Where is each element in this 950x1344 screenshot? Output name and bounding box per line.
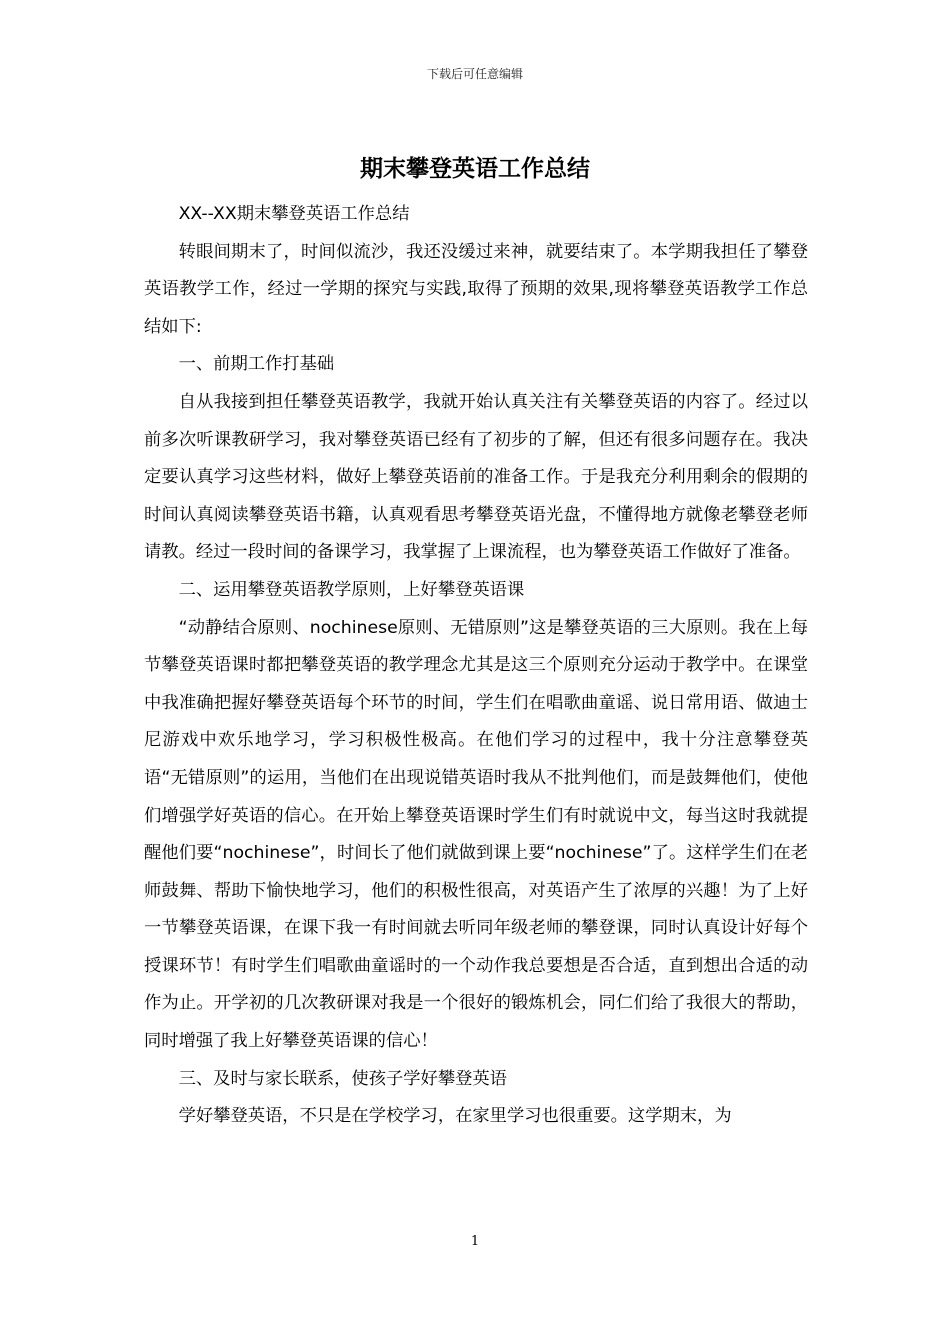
page-header-note: 下载后可任意编辑 <box>426 67 523 81</box>
document-body <box>144 196 808 1136</box>
section-3-paragraph: 学好攀登英语，不只是在学校学习，在家里学习也很重要。这学期末，为 <box>178 1106 732 1127</box>
section-1-paragraph: 自从我接到担任攀登英语教学，我就开始认真关注有关攀登英语的内容了。经过以前多次听课教研学习，我对攀登英语已经有了初步的了解，但还有很多问题存在。我决定要认真学习这些材料，做好上攀登英语前的准备工作。于是我充分利用剩余的假期的时间认真阅读攀登英语书籍，认真观看思考攀登英语光盘，不懂得地方就像老攀登老师请教。经过一段时间的备课学习，我掌握了上课流程，也为攀登英语工作做好了准备。 <box>144 391 808 563</box>
subtitle-paragraph: XX--XX期末攀登英语工作总结 <box>178 204 410 224</box>
document-title: 期末攀登英语工作总结 <box>360 156 590 182</box>
section-2-paragraph: “动静结合原则、nochinese原则、无错原则”这是攀登英语的三大原则。我在上每节攀登英语课时都把攀登英语的教学理念尤其是这三个原则充分运动于教学中。在课堂中我准确把握好攀登英语每个环节的时间，学生们在唱歌曲童谣、说日常用语、做迪士尼游戏中欢乐地学习，学习积极性极高。在他们学习的过程中，我十分注意攀登英语“无错原则”的运用，当他们在出现说错英语时我从不批判他们，而是鼓舞他们，使他们增强学好英语的信心。在开始上攀登英语课时学生们有时就说中文，每当这时我就提醒他们要“nochinese”，时间长了他们就做到课上要“nochinese”了。这样学生们在老师鼓舞、帮助下愉快地学习，他们的积极性很高，对英语产生了浓厚的兴趣！为了上好一节攀登英语课，在课下我一有时间就去听同年级老师的攀登课，同时认真设计好每个授课环节！有时学生们唱歌曲童谣时的一个动作我总要想是否合适，直到想出合适的动作为止。开学初的几次教研课对我是一个很好的锻炼机会，同仁们给了我很大的帮助，同时增强了我上好攀登英语课的信心！ <box>144 617 808 1052</box>
section-heading-1: 一、前期工作打基础 <box>178 354 335 375</box>
page-number: 1 <box>470 1234 480 1249</box>
section-heading-3: 三、及时与家长联系，使孩子学好攀登英语 <box>178 1068 507 1089</box>
section-heading-2: 二、运用攀登英语教学原则，上好攀登英语课 <box>178 579 525 600</box>
intro-paragraph: 转眼间期末了，时间似流沙，我还没缓过来神，就要结束了。本学期我担任了攀登英语教学工作，经过一学期的探究与实践,取得了预期的效果,现将攀登英语教学工作总结如下: <box>144 241 808 337</box>
